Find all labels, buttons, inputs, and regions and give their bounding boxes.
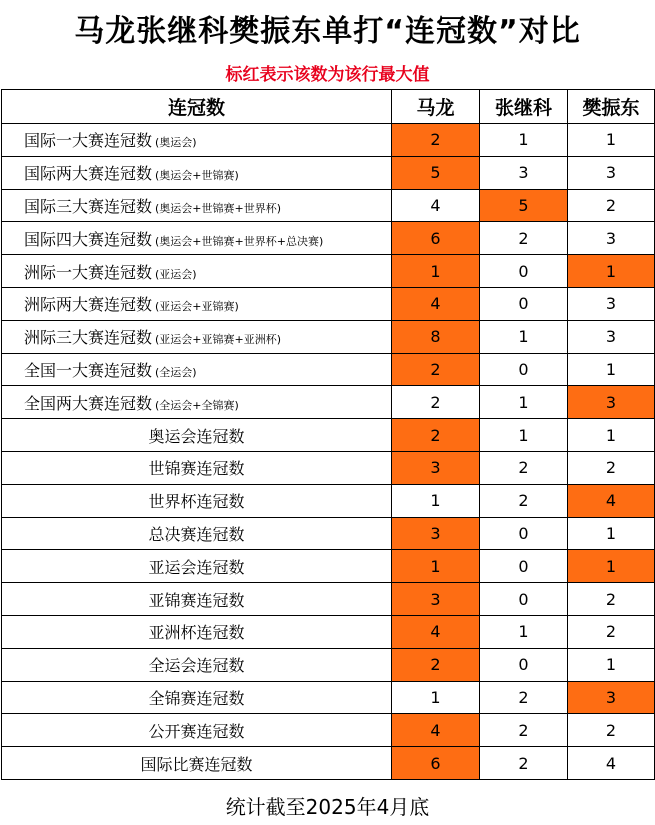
row-label [2, 648, 392, 681]
table-row [2, 386, 655, 419]
row-label-text: 奥运会连冠数 [148, 426, 245, 446]
table-row [2, 747, 655, 780]
value-cell-ma-long: 2 [392, 353, 480, 386]
row-label-note: (亚运会+亚锦赛+亚洲杯) [155, 333, 282, 347]
value-cell-ma-long: 3 [392, 517, 480, 550]
row-label-text: 洲际两大赛连冠数 [24, 295, 153, 315]
table-row [2, 353, 655, 386]
value-cell-fan-zhendong: 3 [568, 222, 655, 255]
value-cell-ma-long: 1 [392, 681, 480, 714]
row-label-note: (全运会+全锦赛) [155, 398, 239, 412]
value-cell-zhang-jike: 5 [480, 189, 568, 222]
value-cell-ma-long: 4 [392, 714, 480, 747]
table-row [2, 189, 655, 222]
table-row [2, 124, 655, 157]
row-label [2, 583, 392, 616]
value-cell-fan-zhendong: 1 [568, 124, 655, 157]
value-cell-zhang-jike: 0 [480, 583, 568, 616]
row-label-text: 亚洲杯连冠数 [148, 623, 245, 643]
table-row [2, 583, 655, 616]
value-cell-fan-zhendong: 1 [568, 517, 655, 550]
value-cell-fan-zhendong: 1 [568, 255, 655, 288]
value-cell-zhang-jike: 2 [480, 714, 568, 747]
row-label-text: 亚运会连冠数 [148, 557, 245, 577]
value-cell-zhang-jike: 1 [480, 419, 568, 452]
value-cell-fan-zhendong: 2 [568, 189, 655, 222]
value-cell-zhang-jike: 2 [480, 222, 568, 255]
table-row [2, 615, 655, 648]
value-cell-zhang-jike: 1 [480, 320, 568, 353]
value-cell-ma-long: 3 [392, 583, 480, 616]
row-label-text: 洲际一大赛连冠数 [24, 262, 153, 282]
value-cell-zhang-jike: 0 [480, 255, 568, 288]
row-label-note: (全运会) [155, 365, 197, 379]
value-cell-fan-zhendong: 3 [568, 681, 655, 714]
table-row [2, 714, 655, 747]
comparison-table [1, 89, 655, 780]
value-cell-zhang-jike: 0 [480, 517, 568, 550]
table-header-row [2, 90, 655, 124]
row-label [2, 156, 392, 189]
row-label [2, 287, 392, 320]
row-label-text: 公开赛连冠数 [148, 721, 245, 741]
row-label [2, 747, 392, 780]
value-cell-ma-long: 8 [392, 320, 480, 353]
value-cell-zhang-jike: 2 [480, 747, 568, 780]
header-zhang-jike: 张继科 [480, 90, 568, 124]
row-label-text: 亚锦赛连冠数 [148, 590, 245, 610]
row-label-note: (亚运会) [155, 267, 197, 281]
row-label [2, 386, 392, 419]
value-cell-ma-long: 6 [392, 747, 480, 780]
value-cell-zhang-jike: 2 [480, 681, 568, 714]
value-cell-zhang-jike: 0 [480, 648, 568, 681]
value-cell-ma-long: 1 [392, 484, 480, 517]
value-cell-fan-zhendong: 3 [568, 287, 655, 320]
value-cell-fan-zhendong: 4 [568, 747, 655, 780]
value-cell-zhang-jike: 1 [480, 386, 568, 419]
value-cell-ma-long: 4 [392, 189, 480, 222]
table-row [2, 451, 655, 484]
value-cell-ma-long: 1 [392, 255, 480, 288]
value-cell-fan-zhendong: 2 [568, 583, 655, 616]
row-label-text: 国际一大赛连冠数 [24, 131, 153, 151]
value-cell-ma-long: 4 [392, 615, 480, 648]
row-label [2, 124, 392, 157]
row-label-note: (奥运会) [155, 136, 197, 150]
row-label [2, 255, 392, 288]
value-cell-ma-long: 2 [392, 419, 480, 452]
row-label [2, 714, 392, 747]
table-row [2, 320, 655, 353]
value-cell-zhang-jike: 0 [480, 353, 568, 386]
row-label-note: (奥运会+世锦赛+世界杯) [155, 201, 282, 215]
value-cell-fan-zhendong: 2 [568, 714, 655, 747]
value-cell-zhang-jike: 0 [480, 550, 568, 583]
row-label-note: (奥运会+世锦赛+世界杯+总决赛) [155, 234, 324, 248]
row-label-text: 世锦赛连冠数 [148, 459, 245, 479]
legend-note: 标红表示该数为该行最大值 [225, 65, 430, 85]
table-row [2, 419, 655, 452]
value-cell-zhang-jike: 0 [480, 287, 568, 320]
row-label-text: 全运会连冠数 [148, 656, 245, 676]
value-cell-ma-long: 5 [392, 156, 480, 189]
value-cell-ma-long: 3 [392, 451, 480, 484]
header-fan-zhendong: 樊振东 [568, 90, 655, 124]
value-cell-ma-long: 4 [392, 287, 480, 320]
header-category: 连冠数 [2, 90, 392, 124]
value-cell-zhang-jike: 2 [480, 451, 568, 484]
value-cell-ma-long: 2 [392, 648, 480, 681]
row-label [2, 189, 392, 222]
row-label-text: 洲际三大赛连冠数 [24, 328, 153, 348]
value-cell-fan-zhendong: 3 [568, 320, 655, 353]
value-cell-ma-long: 1 [392, 550, 480, 583]
value-cell-fan-zhendong: 2 [568, 615, 655, 648]
table-row [2, 648, 655, 681]
row-label-text: 国际四大赛连冠数 [24, 229, 153, 249]
row-label [2, 451, 392, 484]
value-cell-fan-zhendong: 3 [568, 386, 655, 419]
row-label-text: 国际两大赛连冠数 [24, 164, 153, 184]
table-row [2, 484, 655, 517]
value-cell-zhang-jike: 1 [480, 615, 568, 648]
footnote: 统计截至2025年4月底 [225, 795, 430, 819]
row-label-note: (奥运会+世锦赛) [155, 169, 239, 183]
table-row [2, 681, 655, 714]
page-title: 马龙张继科樊振东单打“连冠数”对比 [74, 14, 581, 49]
value-cell-fan-zhendong: 2 [568, 451, 655, 484]
row-label-text: 国际三大赛连冠数 [24, 196, 153, 216]
value-cell-fan-zhendong: 1 [568, 648, 655, 681]
header-ma-long: 马龙 [392, 90, 480, 124]
table-row [2, 517, 655, 550]
table-row [2, 287, 655, 320]
row-label [2, 517, 392, 550]
table-body [2, 124, 655, 780]
row-label-text: 全国一大赛连冠数 [24, 360, 153, 380]
row-label [2, 320, 392, 353]
value-cell-fan-zhendong: 1 [568, 353, 655, 386]
row-label [2, 353, 392, 386]
row-label [2, 419, 392, 452]
value-cell-zhang-jike: 1 [480, 124, 568, 157]
value-cell-ma-long: 2 [392, 124, 480, 157]
value-cell-ma-long: 2 [392, 386, 480, 419]
row-label-text: 国际比赛连冠数 [140, 754, 253, 774]
row-label [2, 550, 392, 583]
row-label [2, 681, 392, 714]
row-label-text: 总决赛连冠数 [148, 524, 245, 544]
row-label-text: 世界杯连冠数 [148, 492, 245, 512]
row-label [2, 222, 392, 255]
value-cell-fan-zhendong: 1 [568, 550, 655, 583]
row-label [2, 615, 392, 648]
row-label [2, 484, 392, 517]
row-label-text: 全国两大赛连冠数 [24, 393, 153, 413]
value-cell-zhang-jike: 3 [480, 156, 568, 189]
table-row [2, 255, 655, 288]
table-row [2, 222, 655, 255]
value-cell-fan-zhendong: 1 [568, 419, 655, 452]
value-cell-fan-zhendong: 4 [568, 484, 655, 517]
row-label-note: (亚运会+亚锦赛) [155, 300, 239, 314]
value-cell-fan-zhendong: 3 [568, 156, 655, 189]
value-cell-ma-long: 6 [392, 222, 480, 255]
value-cell-zhang-jike: 2 [480, 484, 568, 517]
table-row [2, 156, 655, 189]
row-label-text: 全锦赛连冠数 [148, 688, 245, 708]
table-row [2, 550, 655, 583]
